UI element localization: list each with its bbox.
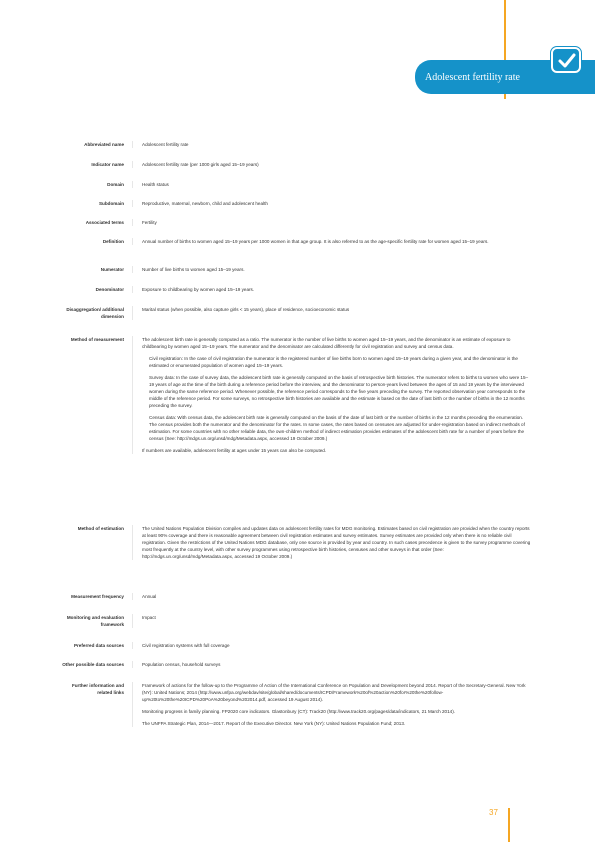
row-label: Monitoring and evaluation framework	[66, 615, 124, 627]
row-value	[142, 682, 532, 727]
table-row	[60, 181, 540, 188]
row-value	[142, 306, 532, 320]
row-label: Other possible data sources	[62, 662, 124, 667]
row-value	[142, 614, 532, 628]
row-value	[142, 238, 532, 245]
row-label: Definition	[102, 239, 124, 244]
row-paragraph: Adolescent fertility rate	[142, 142, 189, 147]
row-label: Subdomain	[98, 201, 124, 206]
row-value	[142, 219, 532, 226]
row-value	[142, 661, 532, 668]
row-divider	[132, 661, 133, 668]
row-paragraph: Annual	[142, 594, 157, 599]
row-paragraph: Civil registration: In the case of civil registration the numerator is the registered number of live births born to women aged 15–19 years during a given year, and the denominator is the estimated or enumerated population of women aged 15–19 years.	[149, 356, 518, 368]
table-row	[60, 266, 540, 273]
table-row	[60, 141, 540, 148]
row-paragraph: Civil registration systems with full coverage	[142, 643, 230, 648]
row-label: Method of estimation	[77, 526, 124, 531]
row-divider	[132, 161, 133, 168]
row-paragraph: Health status	[142, 182, 169, 187]
row-paragraph: Framework of actions for the follow-up to the Programme of Action of the International Conference on Population and Development beyond 2014. Report of the Secretary-General. New York (NY): United Nations; 2014 (http://www.unfpa.org/webdav/site/global/shared/documents/ICPD/Framework%20of%20action%20for%20the%20follow-up%20to%20the%20ICPD%20PoA%20beyond%202014.pdf, accessed 19 August 2014).	[142, 683, 526, 702]
checkmark-icon	[551, 47, 581, 73]
row-paragraph: Survey data: In the case of survey data, the adolescent birth rate is generally computed on the basis of retrospective birth histories. The numerator refers to births to women who were 15–19 years of age at the time of the birth during a reference period before the interview, and the denominator to person-years lived between the ages of 15 and 19 years by the interviewed women during the same reference period. Whenever possible, the reference period corresponds to the five years preceding the survey. The reported observation year corresponds to the middle of the reference period. For some surveys, no retrospective birth histories are available and the estimate is based on the date of last birth or the number of births in the 12 months preceding the survey.	[149, 375, 529, 408]
section-title: Adolescent fertility rate	[425, 71, 520, 83]
row-value	[142, 266, 532, 273]
row-label: Measurement frequency	[71, 594, 124, 599]
row-paragraph: Impact	[142, 615, 156, 620]
footer-rule	[508, 808, 510, 842]
row-divider	[132, 642, 133, 649]
row-divider	[132, 306, 133, 320]
row-paragraph: Census data: With census data, the adolescent birth rate is generally computed on the basis of the date of last birth or the number of births in the 12 months preceding the enumeration. The census provides both the numerator and the denominator for the rates. In some cases, the rates based on censuses are adjusted for under-registration based on indirect methods of estimation. For some countries with no other reliable data, the own-children method of indirect estimation provides estimates of the adolescent birth rate for a number of years before the census (See: http://mdgs.un.org/unsd/mdg/Metadata.aspx, accessed 19 October 2009.)	[149, 415, 525, 441]
row-paragraph: Adolescent fertility rate (per 1000 girls aged 15–19 years)	[142, 162, 259, 167]
row-value	[142, 200, 532, 207]
row-paragraph: Monitoring progress in family planning. FP2020 core indicators. Glastonbury (CT): Track20 (http://www.track20.org/pages/data/indicators, 21 March 2014).	[142, 709, 456, 714]
row-paragraph: If numbers are available, adolescent fertility at ages under 15 years can also be computed.	[142, 448, 327, 453]
row-label: Associated terms	[85, 220, 124, 225]
row-label: Denominator	[95, 287, 124, 292]
row-divider	[132, 336, 133, 454]
row-paragraph: Number of live births to women aged 15–19 years.	[142, 267, 245, 272]
row-divider	[132, 181, 133, 188]
row-label: Method of measurement	[70, 337, 124, 342]
row-paragraph: Reproductive, maternal, newborn, child and adolescent health	[142, 201, 268, 206]
row-divider	[132, 682, 133, 727]
row-value	[142, 525, 532, 560]
table-row	[60, 219, 540, 226]
table-row	[60, 682, 540, 727]
row-value	[142, 161, 532, 168]
row-value	[142, 593, 532, 600]
row-divider	[132, 266, 133, 273]
row-divider	[132, 525, 133, 560]
table-row	[60, 661, 540, 668]
table-row	[60, 336, 540, 454]
page-number: 37	[489, 808, 498, 817]
row-label: Further information and related links	[71, 683, 124, 695]
row-label: Domain	[107, 182, 124, 187]
row-divider	[132, 141, 133, 148]
row-divider	[132, 286, 133, 293]
row-divider	[132, 200, 133, 207]
table-row	[60, 642, 540, 649]
table-row	[60, 306, 540, 320]
table-row	[60, 286, 540, 293]
row-value	[142, 141, 532, 148]
table-row	[60, 614, 540, 628]
row-paragraph: Exposure to childbearing by women aged 15–19 years.	[142, 287, 255, 292]
row-divider	[132, 593, 133, 600]
table-row	[60, 161, 540, 168]
row-value	[142, 181, 532, 188]
table-row	[60, 200, 540, 207]
row-label: Abbreviated name	[84, 142, 124, 147]
row-label: Numerator	[100, 267, 124, 272]
table-row	[60, 593, 540, 600]
row-paragraph: The adolescent birth rate is generally computed as a ratio. The numerator is the number of live births to women aged 15–19 years, and the denominator is an estimate of exposure to childbearing by women aged 15–19 years. The numerator and the denominator are calculated differently for civil registration and survey and census data.	[142, 337, 511, 349]
row-paragraph: The United Nations Population Division compiles and updates data on adolescent fertility rates for MDG monitoring. Estimates based on civil registration are provided when the country reports at least 90% coverage and there is reasonable agreement between civil registration estimates and survey estimates. Survey estimates are provided only when there is no reliable civil registration. Given the restrictions of the United Nations MDG database, only one source is provided by year and country. In such cases precedence is given to the survey programme covering most frequently at the country level, with other survey programmes using retrospective birth histories, censuses and other surveys in that order (See: http://mdgs.un.org/unsd/mdg/Metadata.aspx, accessed 19 October 2009.)	[142, 526, 531, 559]
row-paragraph: Annual number of births to women aged 15–19 years per 1000 women in that age group. It is also referred to as the age-specific fertility rate for women aged 15–19 years.	[142, 239, 489, 244]
row-paragraph: Marital status (when possible, also capture girls < 15 years), place of residence, socioeconomic status	[142, 307, 350, 312]
table-row	[60, 525, 540, 560]
row-label: Disaggregation/ additional dimension	[66, 307, 124, 319]
row-value	[142, 642, 532, 649]
row-divider	[132, 219, 133, 226]
row-paragraph: Population census, household surveys	[142, 662, 221, 667]
row-divider	[132, 614, 133, 628]
row-value	[142, 286, 532, 293]
row-paragraph: Fertility	[142, 220, 157, 225]
table-row	[60, 238, 540, 245]
row-label: Preferred data sources	[73, 643, 124, 648]
row-paragraph: The UNFPA Strategic Plan, 2014—2017. Report of the Executive Director. New York (NY): United Nations Population Fund; 2013.	[142, 721, 406, 726]
row-label: Indicator name	[91, 162, 124, 167]
row-divider	[132, 238, 133, 245]
row-value	[142, 336, 532, 454]
